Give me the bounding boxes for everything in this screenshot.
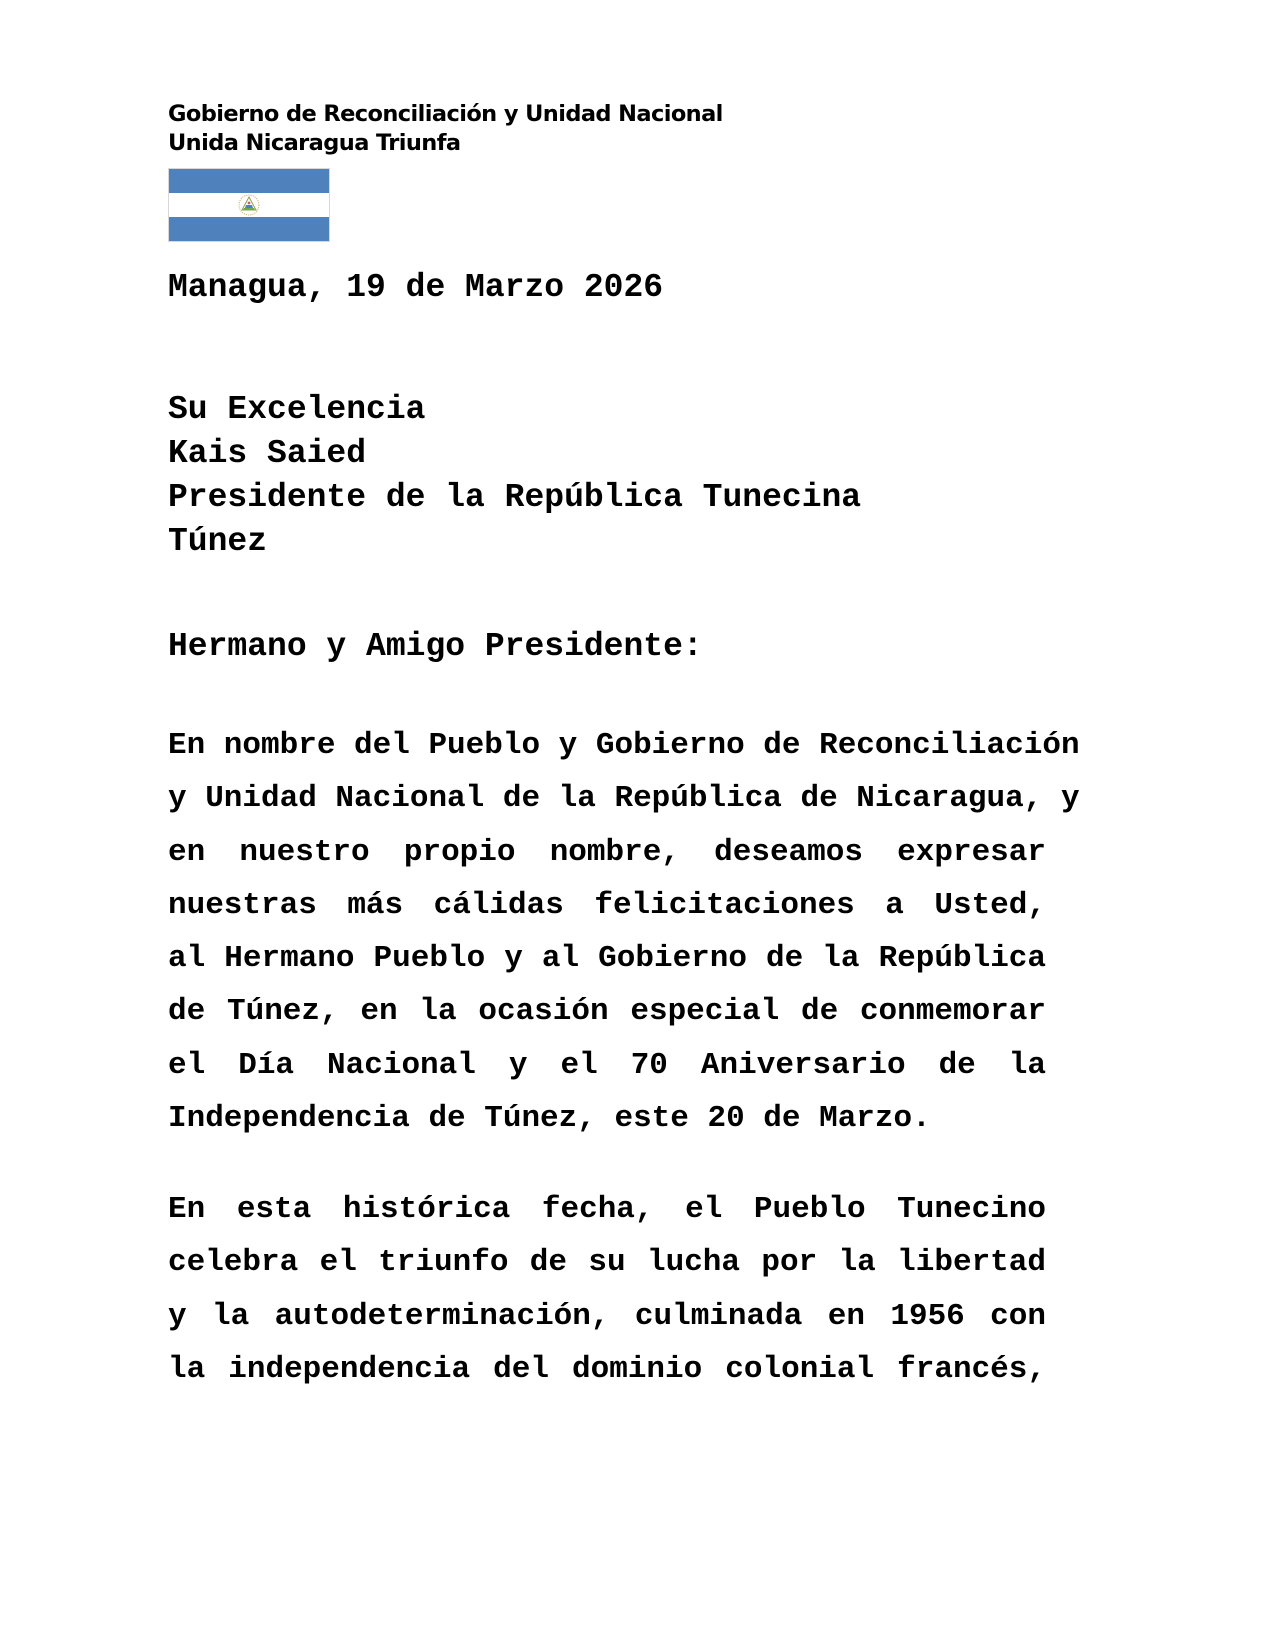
letterhead-government-name: Gobierno de Reconciliación y Unidad Nacional [168, 101, 723, 127]
paragraph-line: En esta histórica fecha, el Pueblo Tunecino [168, 1192, 1046, 1227]
recipient-block [168, 388, 861, 564]
nicaragua-flag-icon [168, 168, 330, 242]
paragraph-line: la independencia del dominio colonial francés, [168, 1351, 1046, 1387]
flag-middle-stripe [169, 193, 329, 217]
salutation: Hermano y Amigo Presidente: [168, 628, 703, 665]
paragraph-line: el Día Nacional y el 70 Aniversario de la [168, 1047, 1046, 1083]
flag-top-stripe [169, 169, 329, 193]
recipient-name: Kais Saied [168, 435, 367, 472]
paragraph-line: de Túnez, en la ocasión especial de conmemorar [168, 994, 1046, 1030]
paragraph-line: Independencia de Túnez, este 20 de Marzo. [168, 1101, 931, 1137]
letterhead-slogan: Unida Nicaragua Triunfa [168, 130, 461, 156]
paragraph-line: nuestras más cálidas felicitaciones a Usted, [168, 887, 1046, 923]
body-paragraph-2 [168, 1183, 1046, 1396]
body-paragraph-1 [168, 719, 1080, 1145]
flag-bottom-stripe [169, 217, 329, 241]
letterhead [168, 100, 723, 158]
paragraph-line: en nuestro propio nombre, deseamos expresar [168, 834, 1046, 870]
paragraph-line: celebra el triunfo de su lucha por la libertad [168, 1245, 1046, 1281]
paragraph-line: y la autodeterminación, culminada en 1956 con [168, 1298, 1046, 1334]
recipient-country: Túnez [168, 523, 268, 560]
paragraph-line: al Hermano Pueblo y al Gobierno de la República [168, 941, 1046, 977]
paragraph-line: En nombre del Pueblo y Gobierno de Reconciliación [168, 728, 1080, 763]
paragraph-line: y Unidad Nacional de la República de Nicaragua, y [168, 781, 1080, 817]
coat-of-arms-icon [236, 193, 262, 217]
letter-date: Managua, 19 de Marzo 2026 [168, 269, 664, 306]
recipient-title: Su Excelencia [168, 391, 426, 428]
recipient-position: Presidente de la República Tunecina [168, 479, 862, 516]
